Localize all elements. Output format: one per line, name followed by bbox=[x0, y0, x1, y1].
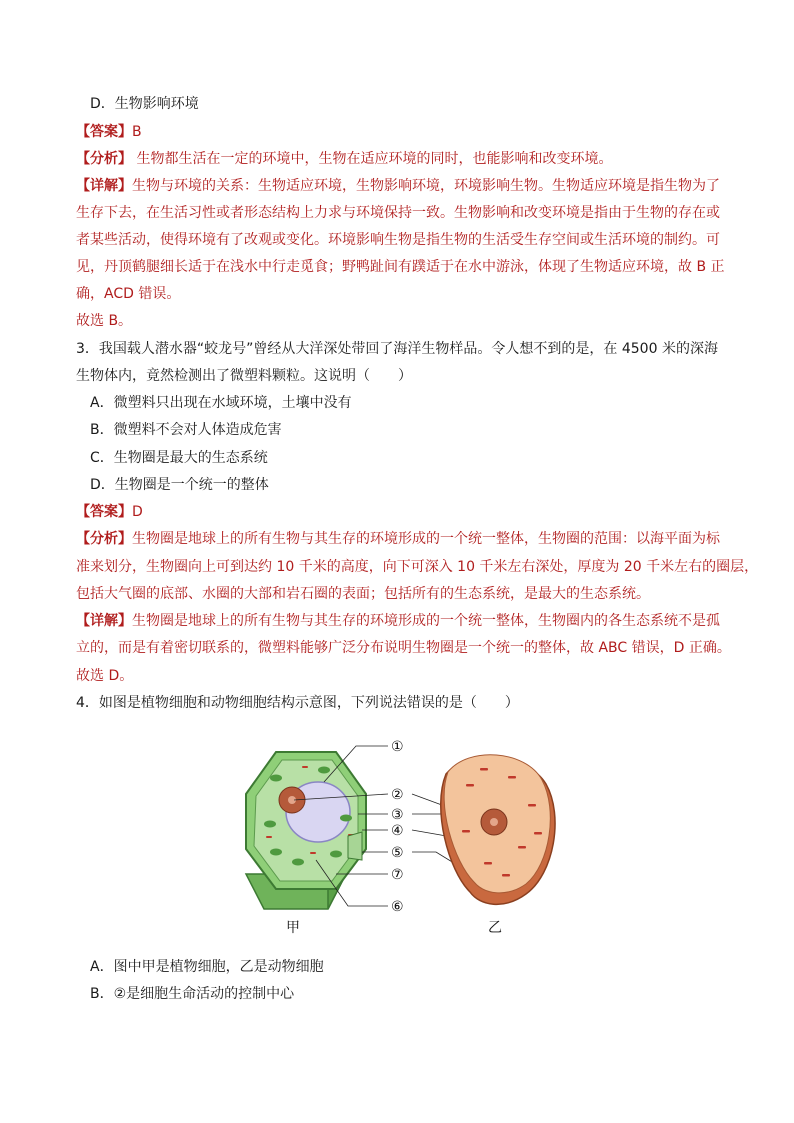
detail-tag: 【详解】 bbox=[76, 178, 132, 194]
analysis-q3-line2: 准来划分，生物圈向上可到达约 10 千米的高度，向下可深入 10 千米左右深处，厚度为 20 千米左右的圈层， bbox=[76, 559, 759, 575]
question-3-line2: 生物体内，竟然检测出了微塑料颗粒。这说明（ ） bbox=[76, 368, 412, 384]
label-1: ① bbox=[391, 739, 404, 755]
detail-tag: 【详解】 bbox=[76, 613, 132, 629]
label-6: ⑥ bbox=[391, 899, 404, 915]
detail-q2-line4: 见，丹顶鹤腿细长适于在浅水中行走觅食；野鸭趾间有蹼适于在水中游泳，体现了生物适应环境，故 B 正 bbox=[76, 259, 725, 275]
detail-text: 生物圈是地球上的所有生物与其生存的环境形成的一个统一整体，生物圈内的各生态系统不是孤 bbox=[132, 613, 720, 629]
detail-q2-line1 bbox=[76, 176, 720, 196]
option-c-q3: C．生物圈是最大的生态系统 bbox=[90, 450, 268, 466]
label-2: ② bbox=[391, 787, 404, 803]
cell-structure-figure bbox=[236, 734, 566, 934]
answer-value: D bbox=[132, 504, 143, 520]
analysis-text: 生物圈是地球上的所有生物与其生存的环境形成的一个统一整体，生物圈的范围：以海平面为标 bbox=[132, 531, 720, 547]
detail-q2-line3: 者某些活动，使得环境有了改观或变化。环境影响生物是指生物的生活受生存空间或生活环境的制约。可 bbox=[76, 232, 720, 248]
detail-q2-line2: 生存下去，在生活习性或者形态结构上力求与环境保持一致。生物影响和改变环境是指由于生物的存在或 bbox=[76, 205, 720, 221]
choose-q2: 故选 B。 bbox=[76, 313, 133, 329]
analysis-tag: 【分析】 bbox=[76, 151, 132, 167]
option-b-q4: B．②是细胞生命活动的控制中心 bbox=[90, 986, 295, 1002]
detail-q3-line1 bbox=[76, 611, 720, 631]
caption-yi: 乙 bbox=[488, 920, 502, 934]
choose-q3: 故选 D。 bbox=[76, 668, 134, 684]
analysis-q2 bbox=[76, 149, 612, 169]
answer-q2 bbox=[76, 122, 142, 142]
detail-text: 生物与环境的关系：生物适应环境，生物影响环境，环境影响生物。生物适应环境是指生物为了 bbox=[132, 178, 720, 194]
answer-q3 bbox=[76, 502, 143, 522]
analysis-q3-line1 bbox=[76, 529, 720, 549]
label-5: ⑤ bbox=[391, 845, 404, 861]
question-3-line1: 3．我国载人潜水器“蛟龙号”曾经从大洋深处带回了海洋生物样品。令人想不到的是，在 4500 米的深海 bbox=[76, 341, 718, 357]
caption-jia: 甲 bbox=[286, 920, 300, 934]
analysis-text: 生物都生活在一定的环境中，生物在适应环境的同时，也能影响和改变环境。 bbox=[132, 151, 613, 167]
answer-tag: 【答案】 bbox=[76, 504, 132, 520]
label-7: ⑦ bbox=[391, 867, 404, 883]
analysis-tag: 【分析】 bbox=[76, 531, 132, 547]
option-d-q3: D．生物圈是一个统一的整体 bbox=[90, 477, 269, 493]
option-d-q2: D．生物影响环境 bbox=[90, 96, 199, 112]
detail-q3-line2: 立的，而是有着密切联系的，微塑料能够广泛分布说明生物圈是一个统一的整体，故 ABC 错误，D 正确。 bbox=[76, 640, 731, 656]
animal-cell bbox=[441, 755, 555, 905]
option-a-q3: A．微塑料只出现在水域环境，土壤中没有 bbox=[90, 395, 352, 411]
option-b-q3: B．微塑料不会对人体造成危害 bbox=[90, 422, 282, 438]
label-3: ③ bbox=[391, 807, 404, 823]
question-4: 4．如图是植物细胞和动物细胞结构示意图，下列说法错误的是（ ） bbox=[76, 695, 519, 711]
answer-tag: 【答案】 bbox=[76, 124, 132, 140]
label-4: ④ bbox=[391, 823, 404, 839]
answer-value: B bbox=[132, 124, 142, 140]
detail-q2-line5: 确，ACD 错误。 bbox=[76, 286, 181, 302]
plant-cell bbox=[246, 752, 366, 909]
option-a-q4: A．图中甲是植物细胞，乙是动物细胞 bbox=[90, 959, 324, 975]
analysis-q3-line3: 包括大气圈的底部、水圈的大部和岩石圈的表面；包括所有的生态系统，是最大的生态系统。 bbox=[76, 586, 650, 602]
